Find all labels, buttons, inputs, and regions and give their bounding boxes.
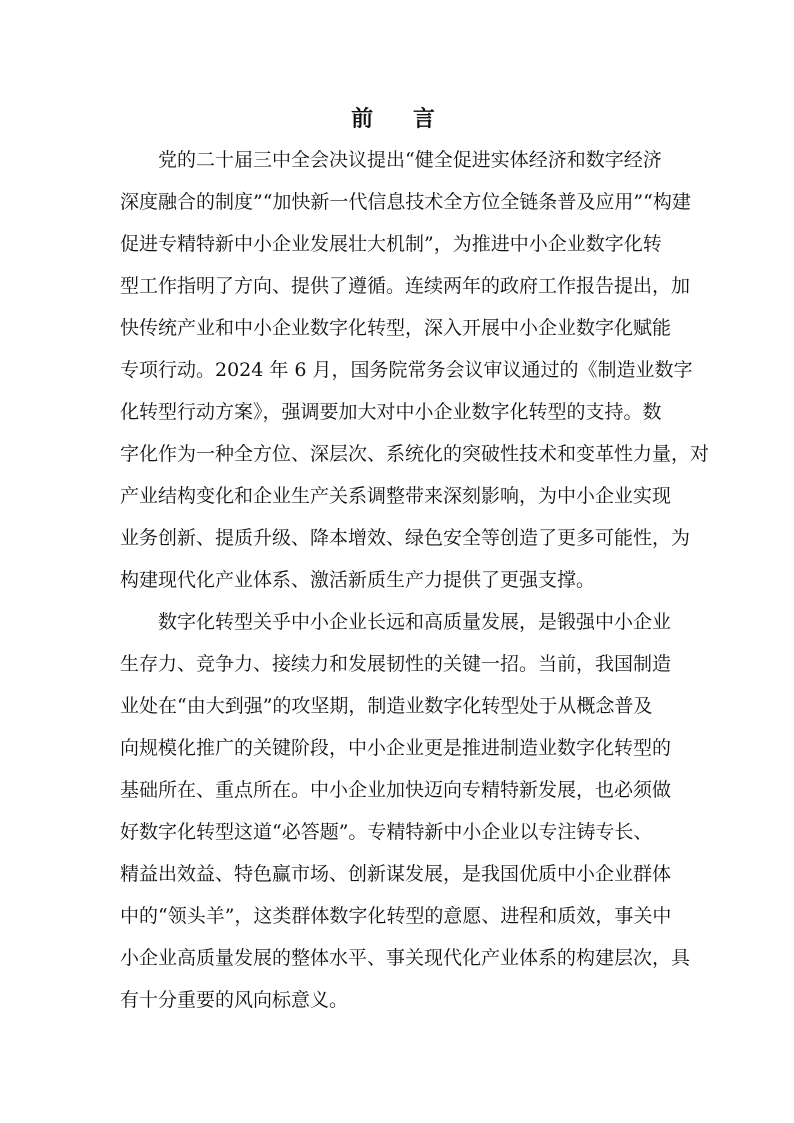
paragraph-1-line-9: 产业结构变化和企业生产关系调整带来深刻影响，为中小企业实现 (120, 485, 672, 507)
paragraph-1-line-5: 快传统产业和中小企业数字化转型，深入开展中小企业数字化赋能 (120, 317, 672, 339)
paragraph-1-line-10: 业务创新、提质升级、降本增效、绿色安全等创造了更多可能性，为 (120, 527, 691, 549)
page-title: 前 言 (351, 106, 451, 132)
paragraph-2-line-1: 数字化转型关乎中小企业长远和高质量发展，是锻强中小企业 (158, 611, 672, 633)
paragraph-1-line-11: 构建现代化产业体系、激活新质生产力提供了更强支撑。 (120, 569, 596, 591)
paragraph-1-line-8: 字化作为一种全方位、深层次、系统化的突破性技术和变革性力量，对 (120, 443, 710, 465)
paragraph-1-line-4: 型工作指明了方向、提供了遵循。连续两年的政府工作报告提出，加 (120, 275, 691, 297)
paragraph-2-line-6: 好数字化转型这道“必答题”。专精特新中小企业以专注铸专长、 (120, 821, 653, 843)
paragraph-1-line-7: 化转型行动方案》，强调要加大对中小企业数字化转型的支持。数 (120, 401, 662, 423)
paragraph-2-line-4: 向规模化推广的关键阶段，中小企业更是推进制造业数字化转型的 (120, 737, 672, 759)
paragraph-2-line-9: 小企业高质量发展的整体水平、事关现代化产业体系的构建层次，具 (120, 947, 691, 969)
paragraph-1-line-1: 党的二十届三中全会决议提出“健全促进实体经济和数字经济 (158, 149, 662, 171)
paragraph-1-line-6: 专项行动。2024 年 6 月，国务院常务会议审议通过的《制造业数字 (120, 359, 693, 381)
paragraph-2-line-10: 有十分重要的风向标意义。 (120, 989, 349, 1011)
paragraph-1-line-3: 促进专精特新中小企业发展壮大机制”，为推进中小企业数字化转 (120, 233, 662, 255)
paragraph-2-line-7: 精益出效益、特色赢市场、创新谋发展，是我国优质中小企业群体 (120, 863, 672, 885)
paragraph-2-line-8: 中的“领头羊”，这类群体数字化转型的意愿、进程和质效，事关中 (120, 905, 672, 927)
paragraph-2-line-5: 基础所在、重点所在。中小企业加快迈向专精特新发展，也必须做 (120, 779, 672, 801)
paragraph-2-line-3: 业处在“由大到强”的攻坚期，制造业数字化转型处于从概念普及 (120, 695, 653, 717)
paragraph-1-line-2: 深度融合的制度”“加快新一代信息技术全方位全链条普及应用”“构建 (120, 191, 691, 213)
paragraph-2-line-2: 生存力、竞争力、接续力和发展韧性的关键一招。当前，我国制造 (120, 653, 672, 675)
